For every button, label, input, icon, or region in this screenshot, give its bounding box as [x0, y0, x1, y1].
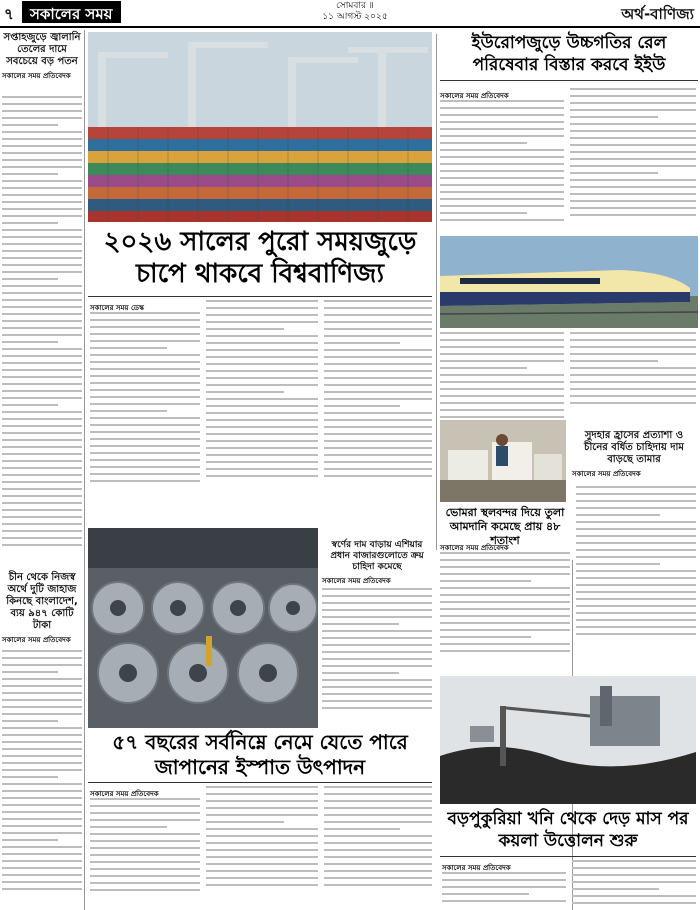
- story-china-ships: [2, 572, 82, 646]
- rule: [440, 80, 698, 81]
- article-body-us-china: [576, 486, 696, 664]
- headline-japan-steel: ৫৭ বছরের সর্বনিম্নে নেমে যেতে পারে জাপানের ইস্পাত উৎপাদন: [112, 730, 408, 779]
- section-title: অর্থ-বাণিজ্য: [621, 5, 694, 23]
- headline-barapukuria: বড়পুকুরিয়া খনি থেকে দেড় মাস পর কয়লা উত্তোলন শুরু: [447, 809, 689, 851]
- article-body-europe-rail-col2: [570, 88, 696, 235]
- rule: [440, 856, 696, 857]
- story-us-china: [572, 430, 696, 480]
- story-gold-market: [322, 540, 432, 587]
- headline-cotton: ভোমরা স্থলবন্দর দিয়ে তুলা আমদানি কমেছে প্রায় ৪৮ শতাংশ: [445, 506, 565, 547]
- byline-japan-steel: সকালের সময় প্রতিবেদক: [90, 790, 159, 798]
- headline-fuel-price: সপ্তাহজুড়ে জ্বালানি তেলের দামে সবচেয়ে বড় পতন: [3, 32, 81, 67]
- article-body-barapukuria-col1: [442, 872, 566, 908]
- article-body-europe-rail: [440, 100, 564, 235]
- article-body-world-trade-col3: [324, 300, 432, 520]
- article-body-world-trade-col2: [206, 300, 318, 520]
- headline-europe-rail: ইউরোপজুড়ে উচ্চগতির রেল পরিষেবার বিস্তার করবে ইইউ: [471, 33, 667, 75]
- rule: [88, 296, 432, 297]
- article-body-japan-steel-col3: [324, 786, 432, 906]
- cotton-bales-photo: [440, 420, 566, 502]
- headline-us-china: সুদহার হ্রাসের প্রত্যাশা ও চীনের বর্ধিত চাহিদায় দাম বাড়ছে তামার: [584, 430, 684, 465]
- byline-barapukuria: সকালের সময় প্রতিবেদক: [442, 864, 511, 872]
- article-body-europe-rail-col4: [570, 332, 696, 427]
- headline-world-trade: ২০২৬ সালের পুরো সময়জুড়ে চাপে থাকবে বিশ্ববাণিজ্য: [103, 227, 417, 289]
- article-body-japan-steel-col1: [90, 798, 200, 906]
- article-body-fuel-price: [2, 96, 82, 571]
- paper-name: সকালের সময়: [22, 1, 121, 23]
- article-body-world-trade-col1: [90, 312, 200, 520]
- page-number: ৭: [4, 5, 14, 23]
- byline-us-china: সকালের সময় প্রতিবেদক: [572, 470, 641, 478]
- article-body-china-ships: [2, 650, 82, 908]
- column-divider: [436, 34, 437, 550]
- byline-gold-market: সকালের সময় প্রতিবেদক: [322, 577, 391, 585]
- byline-fuel-price: সকালের সময় প্রতিবেদক: [2, 72, 71, 80]
- article-body-japan-steel-col2: [206, 786, 318, 906]
- issue-day: সোমবার ॥: [336, 1, 374, 11]
- byline-europe-rail: সকালের সময় প্রতিবেদক: [440, 92, 509, 100]
- container-port-photo: [88, 32, 432, 222]
- column-divider: [84, 30, 85, 540]
- article-body-barapukuria-col2: [572, 860, 696, 908]
- headline-china-ships: চীন থেকে নিজস্ব অর্থে দুটি জাহাজ কিনছে বাংলাদেশ, ব্যয় ৯৪৭ কোটি টাকা: [6, 572, 78, 631]
- date-box: [300, 1, 410, 23]
- byline-world-trade: সকালের সময় ডেস্ক: [90, 304, 144, 312]
- article-body-cotton: [440, 552, 570, 670]
- rule: [88, 782, 432, 783]
- steel-coils-photo: [88, 528, 318, 728]
- byline-china-ships: সকালের সময় প্রতিবেদক: [2, 636, 71, 644]
- masthead: [0, 0, 700, 28]
- high-speed-train-photo: [440, 236, 698, 328]
- headline-gold-market: স্বর্ণের দাম বাড়ায় এশিয়ার প্রধান বাজারগুলোতে ক্রয় চাহিদা কমেছে: [330, 540, 424, 572]
- coal-mine-photo: [440, 676, 696, 804]
- byline-cotton: সকালের সময় প্রতিবেদক: [440, 544, 509, 552]
- column-divider: [84, 540, 85, 910]
- article-body-gold-market: [322, 588, 432, 728]
- story-fuel-price: [2, 32, 82, 82]
- issue-date: ১১ আগস্ট ২০২৫: [322, 12, 388, 22]
